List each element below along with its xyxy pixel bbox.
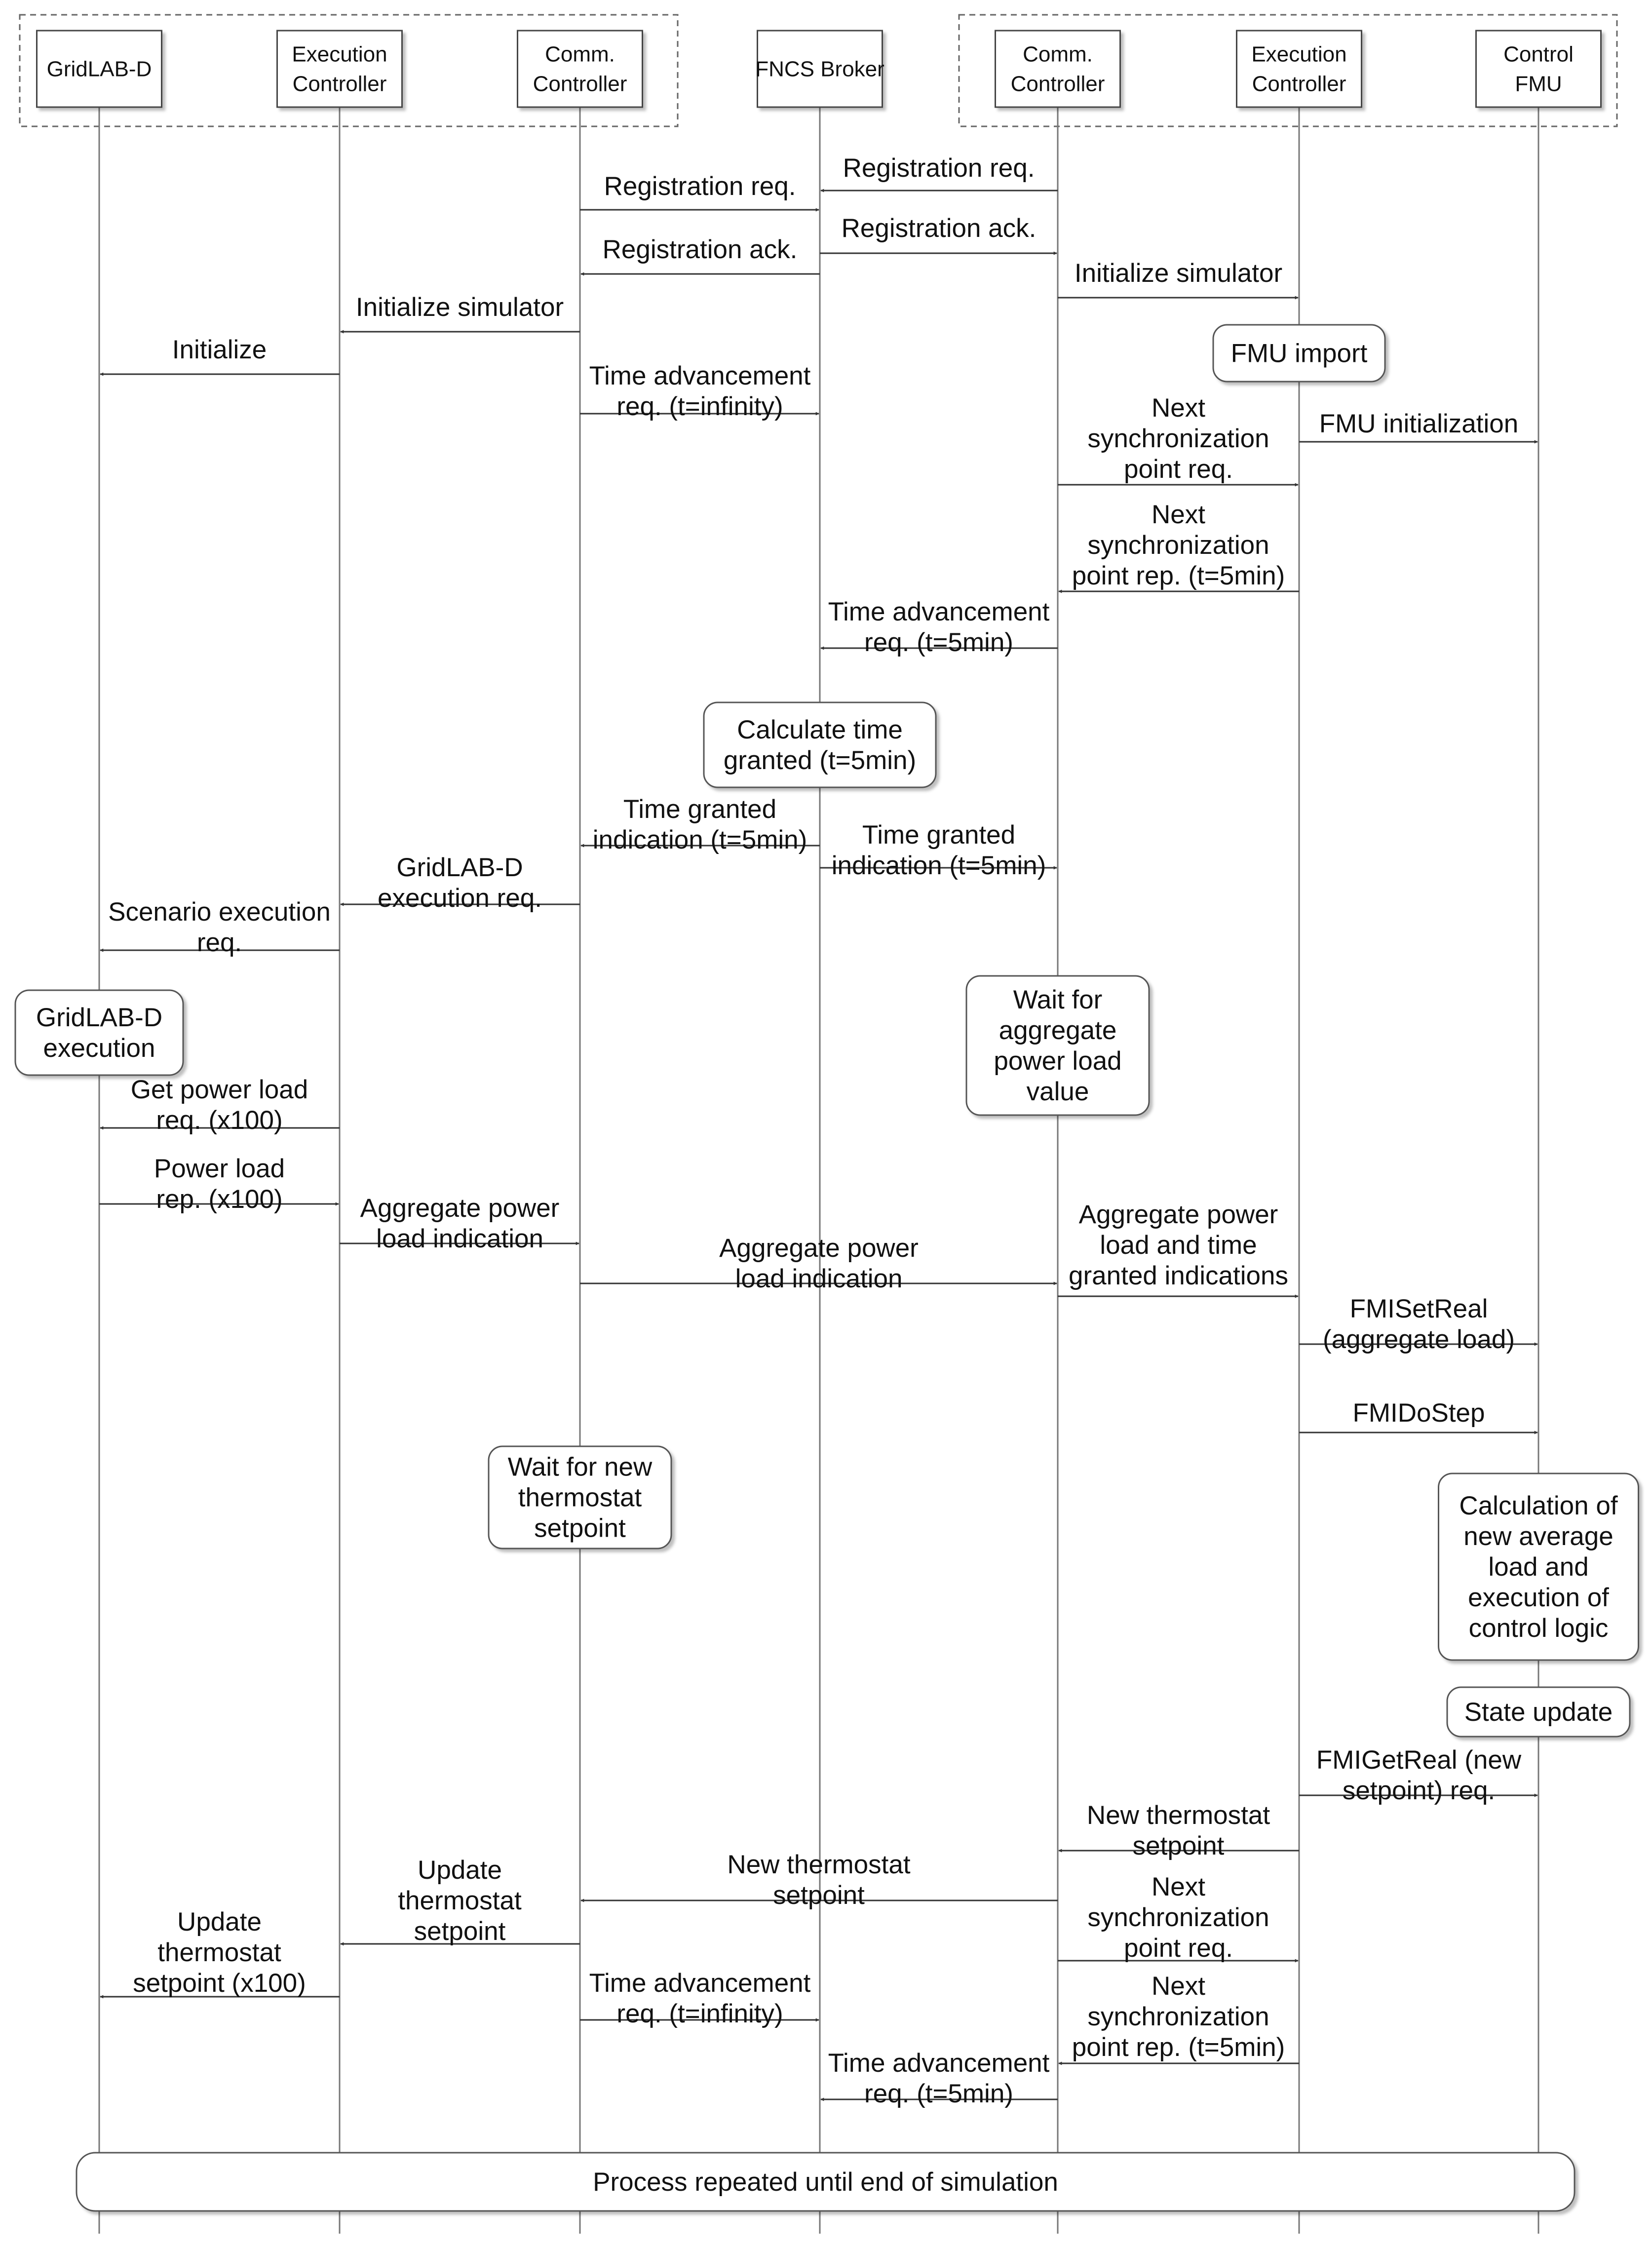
message-exec_left-to-gridlabd [100, 1907, 340, 1998]
participant-label: Controller [1010, 72, 1105, 96]
message-broker-to-comm_left [581, 795, 820, 854]
note-fmu [1439, 1473, 1639, 1660]
message-label: Time granted [862, 820, 1016, 850]
note-broker [704, 702, 936, 787]
participant-comm_left [518, 31, 643, 107]
message-label: Update [177, 1907, 262, 1936]
message-label: load indication [735, 1264, 903, 1293]
participant-label: Comm. [1023, 42, 1093, 67]
note-text: FMU import [1230, 339, 1368, 368]
message-label: thermostat [398, 1886, 522, 1915]
message-label: FMIDoStep [1352, 1398, 1485, 1428]
note-text: Calculate time [737, 715, 903, 744]
participant-label: Controller [1252, 72, 1346, 96]
note-text: execution [43, 1034, 155, 1063]
message-broker-to-comm_left [581, 235, 820, 274]
note-text: Wait for [1013, 985, 1103, 1014]
message-label: granted indications [1069, 1261, 1288, 1290]
message-label: indication (t=5min) [592, 825, 807, 854]
message-exec_right-to-fmu [1299, 1398, 1537, 1433]
message-label: synchronization [1087, 424, 1269, 453]
message-label: load and time [1100, 1231, 1257, 1260]
message-label: setpoint [414, 1917, 506, 1946]
participant-label: Control [1503, 42, 1574, 67]
note-text: new average [1463, 1522, 1614, 1551]
message-label: Next [1152, 393, 1205, 423]
message-label: Registration req. [604, 172, 796, 201]
message-label: req. [196, 928, 242, 957]
note-comm_left [489, 1446, 671, 1549]
message-comm_right-to-exec_right [1058, 1872, 1298, 1963]
message-exec_right-to-fmu [1299, 1745, 1537, 1805]
message-broker-to-comm_right [820, 820, 1057, 880]
message-label: thermostat [157, 1938, 281, 1967]
message-exec_left-to-gridlabd [100, 897, 340, 957]
message-label: (aggregate load) [1323, 1325, 1515, 1354]
message-label: Initialize [172, 335, 267, 364]
message-label: indication (t=5min) [831, 851, 1046, 880]
note-text: State update [1464, 1698, 1613, 1727]
message-label: execution req. [378, 884, 542, 913]
message-comm_right-to-exec_right [1058, 259, 1298, 298]
message-label: point req. [1124, 455, 1233, 484]
message-label: Time advancement [828, 597, 1050, 626]
message-label: Get power load [130, 1075, 308, 1104]
message-label: Update [418, 1856, 502, 1885]
message-comm_left-to-exec_left [341, 1856, 580, 1946]
message-label: Aggregate power [1078, 1200, 1278, 1229]
message-exec_right-to-comm_right [1059, 1801, 1299, 1860]
message-label: Time advancement [828, 2049, 1050, 2078]
message-label: FMIGetReal (new [1316, 1745, 1522, 1775]
participant-label: Execution [292, 42, 387, 67]
footer-text: Process repeated until end of simulation [593, 2168, 1058, 2197]
participant-label: FMU [1515, 72, 1562, 96]
note-text: value [1026, 1077, 1089, 1106]
participant-label: Controller [533, 72, 627, 96]
message-gridlabd-to-exec_left [99, 1154, 339, 1214]
participant-label: FNCS Broker [755, 57, 884, 81]
note-text: Wait for new [507, 1452, 653, 1482]
message-label: point req. [1124, 1934, 1233, 1963]
participant-label: Comm. [545, 42, 615, 67]
message-broker-to-comm_right [820, 214, 1057, 253]
footer-note [77, 2153, 1575, 2211]
message-label: setpoint [773, 1881, 865, 1910]
message-label: point rep. (t=5min) [1072, 561, 1285, 590]
message-label: Initialize simulator [355, 293, 564, 322]
note-text: setpoint [534, 1513, 626, 1543]
message-label: req. (t=infinity) [616, 1999, 783, 2028]
participant-exec_left [277, 31, 402, 107]
note-exec_right [1213, 325, 1385, 382]
message-label: synchronization [1087, 531, 1269, 560]
message-label: req. (t=5min) [864, 2079, 1013, 2108]
message-label: Registration ack. [841, 214, 1037, 243]
note-text: execution of [1468, 1583, 1609, 1612]
message-label: New thermostat [727, 1850, 911, 1879]
message-comm_right-to-exec_right [1058, 393, 1298, 485]
note-gridlabd [15, 990, 183, 1075]
note-fmu [1447, 1687, 1630, 1737]
note-comm_right [966, 976, 1149, 1115]
message-label: Next [1152, 1972, 1205, 2001]
message-comm_left-to-comm_right [580, 1234, 1057, 1293]
message-comm_left-to-exec_left [341, 293, 580, 332]
note-text: aggregate [999, 1016, 1117, 1045]
message-label: Registration ack. [602, 235, 798, 264]
message-label: Aggregate power [360, 1194, 560, 1223]
participant-exec_right [1237, 31, 1362, 107]
note-text: control logic [1468, 1614, 1609, 1643]
message-label: GridLAB-D [396, 853, 523, 882]
message-exec_left-to-gridlabd [100, 1075, 340, 1135]
message-label: req. (t=5min) [864, 628, 1013, 657]
message-label: FMISetReal [1349, 1294, 1488, 1323]
message-label: Registration req. [843, 154, 1035, 183]
message-comm_left-to-broker [580, 172, 819, 210]
message-label: Time advancement [589, 1969, 811, 1998]
note-text: thermostat [518, 1483, 642, 1512]
message-label: New thermostat [1086, 1801, 1270, 1830]
message-label: setpoint) req. [1342, 1776, 1496, 1805]
message-label: load indication [376, 1224, 543, 1253]
message-label: FMU initialization [1319, 409, 1519, 438]
participant-label: Controller [292, 72, 387, 96]
message-exec_right-to-fmu [1299, 1294, 1537, 1354]
message-exec_right-to-comm_right [1059, 1972, 1299, 2063]
message-label: req. (t=infinity) [616, 392, 783, 421]
participant-fmu [1476, 31, 1601, 107]
message-exec_right-to-comm_right [1059, 500, 1299, 591]
message-label: point rep. (t=5min) [1072, 2033, 1285, 2062]
message-label: Next [1152, 1872, 1205, 1901]
participant-comm_right [996, 31, 1120, 107]
message-comm_right-to-broker [821, 2049, 1058, 2108]
message-comm_right-to-broker [821, 154, 1058, 191]
message-label: rep. (x100) [156, 1185, 283, 1214]
note-text: granted (t=5min) [723, 746, 917, 775]
participant-broker [755, 31, 884, 107]
participant-label: GridLAB-D [46, 57, 152, 81]
message-label: synchronization [1087, 1903, 1269, 1932]
note-text: Calculation of [1459, 1491, 1618, 1520]
message-comm_right-to-broker [821, 597, 1058, 657]
message-comm_left-to-broker [580, 1969, 819, 2028]
message-label: Aggregate power [719, 1234, 919, 1263]
participant-gridlabd [37, 31, 162, 107]
message-exec_left-to-comm_left [340, 1194, 579, 1253]
note-text: power load [994, 1046, 1122, 1076]
message-label: setpoint (x100) [133, 1969, 306, 1998]
message-comm_right-to-exec_right [1058, 1200, 1298, 1296]
message-label: Time granted [623, 795, 777, 824]
message-label: Next [1152, 500, 1205, 529]
message-comm_left-to-broker [580, 361, 819, 421]
participant-label: Execution [1251, 42, 1347, 67]
note-text: GridLAB-D [36, 1003, 163, 1032]
message-label: Time advancement [589, 361, 811, 390]
message-label: Initialize simulator [1074, 259, 1283, 288]
message-exec_right-to-fmu [1299, 409, 1537, 442]
message-label: setpoint [1132, 1831, 1225, 1860]
note-text: load and [1488, 1552, 1589, 1582]
message-exec_left-to-gridlabd [100, 335, 340, 374]
message-comm_left-to-exec_left [341, 853, 580, 913]
message-label: Power load [154, 1154, 285, 1183]
message-label: synchronization [1087, 2002, 1269, 2031]
message-label: req. (x100) [156, 1106, 283, 1135]
message-label: Scenario execution [108, 897, 331, 927]
